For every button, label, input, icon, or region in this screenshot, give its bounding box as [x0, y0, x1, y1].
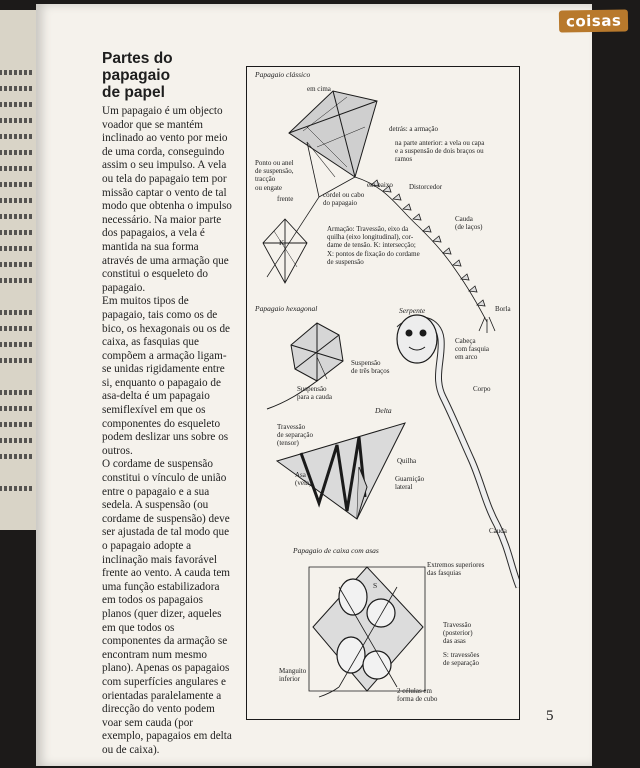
kite-diagram-figure [246, 66, 520, 720]
label-celulas: 2 células em forma de cubo [397, 687, 438, 704]
label-armacao: Armação: Travessão, eixo da quilha (eixo longitudinal), cor- dame de tensão. K: intersecção; X: pontos de fixação do cordame de suspensão [327, 225, 420, 266]
hexagonal-kite-header: Papagaio hexagonal [255, 304, 318, 313]
label-cauda-serpente: Cauda [489, 527, 507, 535]
label-suspensao-tres: Suspensão de três braços [351, 359, 390, 376]
label-travessao-asas: Travessão (posterior) das asas [443, 621, 473, 646]
label-na-parte: na parte anterior: a vela ou capa e a suspensão de dois braços ou ramos [395, 139, 485, 164]
title-line-1: Partes do papagaio [102, 50, 173, 84]
label-em-cima: em cima [307, 85, 331, 93]
article-title [102, 50, 232, 101]
label-quilha: Quilha [397, 457, 417, 465]
label-frente: frente [277, 195, 294, 203]
label-distorcedor: Distorcedor [409, 183, 443, 191]
label-s-mark: S [373, 581, 378, 590]
delta-kite-header: Delta [375, 406, 392, 415]
label-cabeca: Cabeça com fasquia em arco [455, 337, 490, 362]
article-column [102, 50, 232, 758]
label-k-mark: K [279, 238, 285, 247]
label-ponto-suspensao: Ponto ou anel de suspensão, tracção ou engate [255, 159, 294, 192]
paragraph-3: O cordame de suspensão constitui o vínculo de união entre o papagaio e a sua sedela. A suspensão (ou cordame de suspensão) deve ser ajustada de tal modo que o papagaio adopte a inclinação mais favorável frente ao vento. A cauda tem uma função estabilizadora em todos os papagaios planos (quer dizer, aqueles em que todos os componentes da armação se encontram num mesmo plano). Apenas os papagaios com superfícies angulares e orientadas paralelamente a direcção do vento podem voar sem cauda (por exemplo, papagaios em delta ou de caixa). [102, 458, 232, 756]
label-suspensao-cauda: Suspensão para a cauda [297, 385, 332, 402]
label-cauda-lacos: Cauda (de laços) [455, 215, 483, 232]
paragraph-2: Em muitos tipos de papagaio, tais como os de bico, os hexagonais ou os de caixa, as fasquias que compõem a armação ligam-se unidas rigidamente entre si, enquanto o papagaio de asa-delta é um papagaio semiflexível em que os componentes do esqueleto podem deslizar uns sobre os outros. [102, 295, 231, 457]
label-s-travessoes: S: travessões de separação [443, 651, 480, 668]
box-kite-header: Papagaio de caixa com asas [293, 546, 379, 555]
label-detras: detrás: a armação [389, 125, 438, 133]
watermark-logo: coisas [558, 9, 628, 32]
label-asa-vela: Asa (vela) [295, 471, 312, 488]
paragraph-1: Um papagaio é um objecto voador que se mantém inclinado ao vento por meio de uma corda, conseguindo assim o seu impulso. A vela ou tela do papagaio tem por missão captar o vento de tal modo que obtenha o impulso necessário. Na maior parte dos papagaios, a vela é mantida na sua forma através de uma armação que constitui o esqueleto do papagaio. [102, 105, 232, 294]
label-borla: Borla [495, 305, 511, 313]
label-corpo: Corpo [473, 385, 491, 393]
label-guarnicao: Guarnição lateral [395, 475, 425, 492]
previous-page-edge [0, 10, 36, 530]
page-number: 5 [546, 708, 554, 724]
label-manguito: Manguito inferior [279, 667, 307, 684]
label-travessao-separacao: Travessão de separação (tensor) [277, 423, 313, 448]
label-cordel: cordel ou cabo do papagaio [323, 191, 365, 208]
label-extremos: Extremos superiores das fasquias [427, 561, 485, 578]
title-line-2: de papel [102, 84, 165, 101]
serpent-kite-header: Serpente [399, 306, 426, 315]
box-kite-drawing [309, 567, 425, 697]
label-em-baixo: em baixo [367, 181, 393, 189]
classic-kite-header: Papagaio clássico [255, 70, 311, 79]
